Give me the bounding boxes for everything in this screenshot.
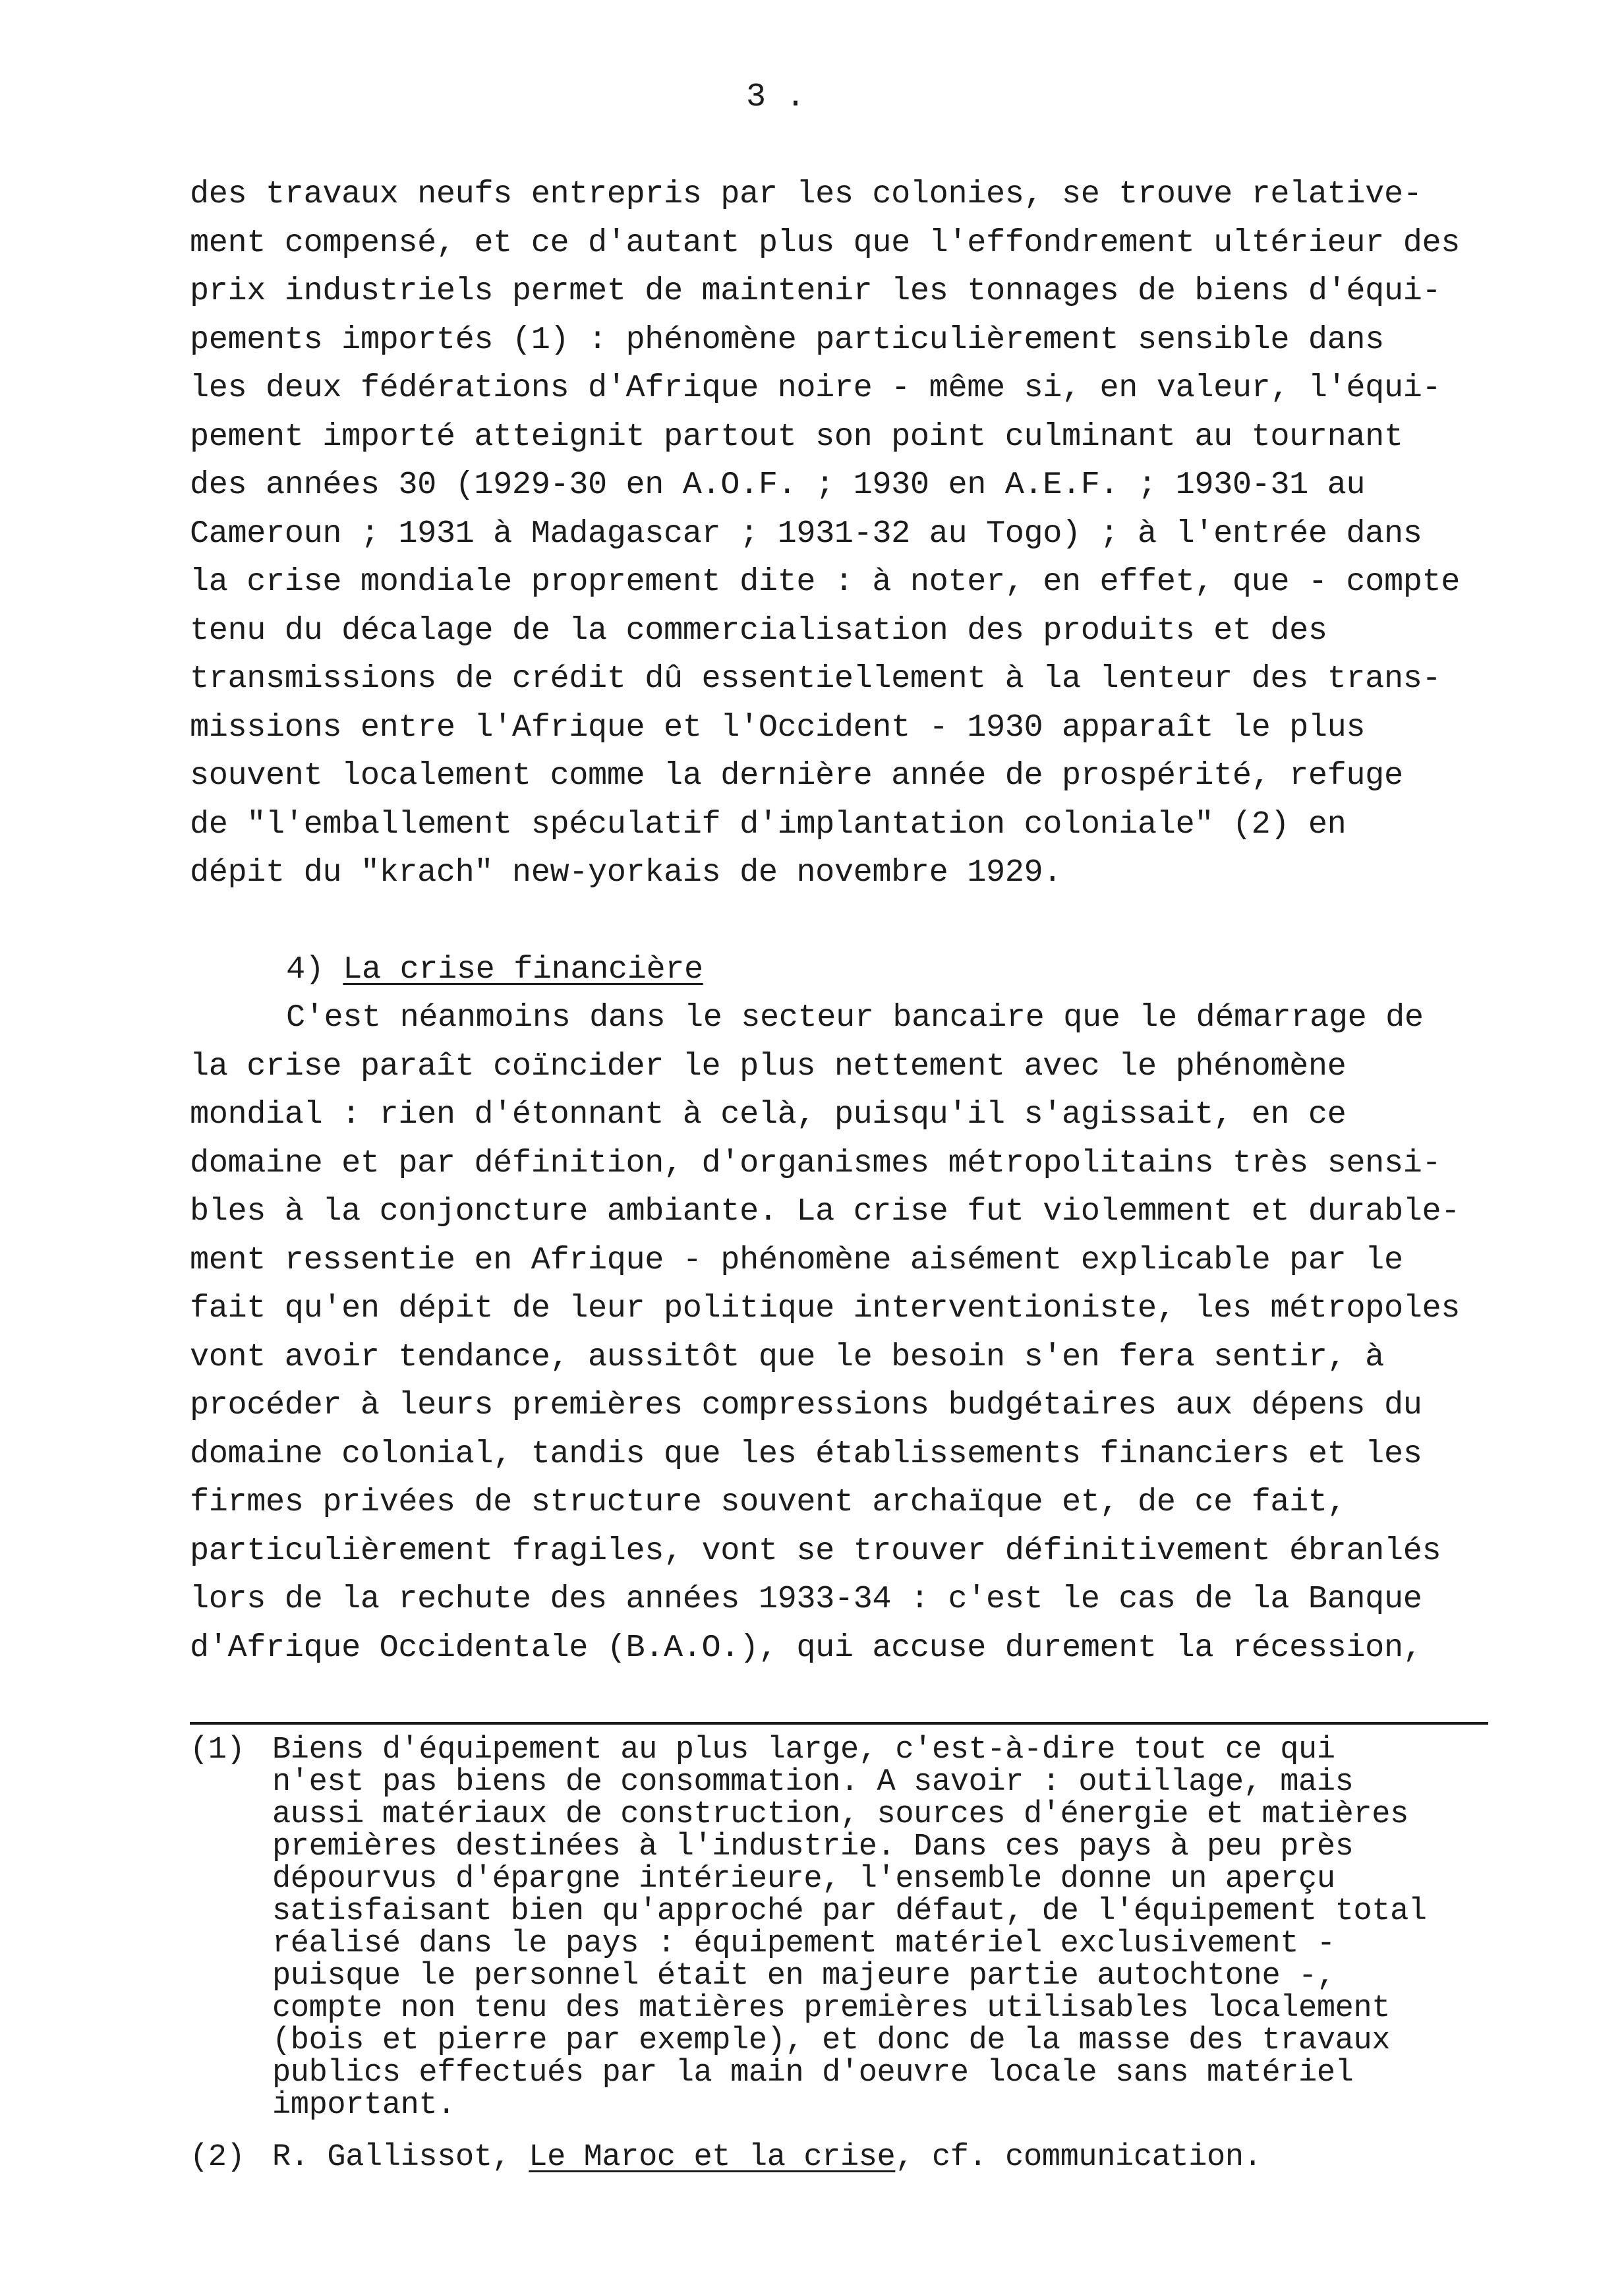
section-heading: [190, 945, 1561, 994]
footnote-line: publics effectués par la main d'oeuvre locale sans matériel: [272, 2056, 1354, 2091]
footnote-separator: [190, 1722, 1488, 1725]
footnote-line: aussi matériaux de construction, sources d'énergie et matières: [272, 1797, 1408, 1832]
text-line: pements importés (1) : phénomène particulièrement sensible dans: [190, 321, 1384, 358]
text-line: transmissions de crédit dû essentiellement à la lenteur des trans-: [190, 661, 1441, 697]
footnote-rest: , cf. communication.: [895, 2140, 1262, 2175]
text-line: particulièrement fragiles, vont se trouver définitivement ébranlés: [190, 1532, 1441, 1569]
text-line: Cameroun ; 1931 à Madagascar ; 1931-32 au Togo) ; à l'entrée dans: [190, 515, 1422, 552]
footnote-body: [190, 1734, 1561, 2122]
footnote-line: réalisé dans le pays : équipement matériel exclusivement -: [272, 1926, 1335, 1961]
section-number: 4): [286, 951, 324, 988]
footnote-line: dépourvus d'épargne intérieure, l'ensemble donne un aperçu: [272, 1862, 1335, 1897]
footnote-line: compte non tenu des matières premières utilisables localement: [272, 1991, 1391, 2026]
text-line: mondial : rien d'étonnant à celà, puisqu'il s'agissait, en ce: [190, 1096, 1347, 1133]
text-line: tenu du décalage de la commercialisation des produits et des: [190, 612, 1327, 649]
text-line: vont avoir tendance, aussitôt que le besoin s'en fera sentir, à: [190, 1338, 1384, 1375]
footnote-marker: (2): [190, 2140, 245, 2175]
footnote-line: premières destinées à l'industrie. Dans ces pays à peu près: [272, 1829, 1354, 1864]
text-line: C'est néanmoins dans le secteur bancaire que le démarrage de: [286, 999, 1424, 1036]
text-line: des travaux neufs entrepris par les colonies, se trouve relative-: [190, 176, 1422, 212]
footnote-author: R. Gallissot,: [272, 2140, 529, 2175]
footnote-line: (bois et pierre par exemple), et donc de la masse des travaux: [272, 2023, 1391, 2058]
text-line: la crise mondiale proprement dite : à noter, en effet, que - compte: [190, 564, 1460, 600]
footnote-line: Biens d'équipement au plus large, c'est-à-dire tout ce qui: [272, 1733, 1335, 1768]
paragraph-2: [190, 994, 1561, 1672]
main-text: [190, 170, 1561, 1672]
text-line: ment ressentie en Afrique - phénomène aisément explicable par le: [190, 1241, 1403, 1278]
footnote-line: n'est pas biens de consommation. A savoir : outillage, mais: [272, 1765, 1354, 1800]
paragraph-1: [190, 170, 1561, 897]
footnote-marker: (1): [190, 1733, 245, 1768]
text-line: domaine et par définition, d'organismes métropolitains très sensi-: [190, 1144, 1441, 1181]
footnote-2: [190, 2141, 1561, 2174]
text-line: dépit du "krach" new-yorkais de novembre 1929.: [190, 854, 1062, 891]
footnotes: [190, 1734, 1561, 2174]
footnote-line: important.: [272, 2088, 456, 2123]
text-line: procéder à leurs premières compressions budgétaires aux dépens du: [190, 1387, 1422, 1423]
footnote-1: [190, 1734, 1561, 2122]
footnote-cited-title: Le Maroc et la crise: [529, 2140, 896, 2175]
text-line: souvent localement comme la dernière année de prospérité, refuge: [190, 758, 1403, 794]
page-number: 3 .: [746, 78, 806, 116]
text-line: fait qu'en dépit de leur politique interventioniste, les métropoles: [190, 1290, 1460, 1326]
text-line: des années 30 (1929-30 en A.O.F. ; 1930 en A.E.F. ; 1930-31 au: [190, 467, 1366, 503]
section-title: La crise financière: [343, 951, 703, 988]
footnote-line: satisfaisant bien qu'approché par défaut, de l'équipement total: [272, 1894, 1427, 1929]
text-line: missions entre l'Afrique et l'Occident - 1930 apparaît le plus: [190, 709, 1366, 746]
text-line: firmes privées de structure souvent archaïque et, de ce fait,: [190, 1484, 1347, 1520]
text-line: domaine colonial, tandis que les établissements financiers et les: [190, 1435, 1422, 1472]
text-line: de "l'emballement spéculatif d'implantation coloniale" (2) en: [190, 806, 1347, 843]
text-line: lors de la rechute des années 1933-34 : c'est le cas de la Banque: [190, 1581, 1422, 1617]
text-line: d'Afrique Occidentale (B.A.O.), qui accuse durement la récession,: [190, 1629, 1422, 1666]
text-line: prix industriels permet de maintenir les tonnages de biens d'équi-: [190, 273, 1441, 309]
footnote-line: puisque le personnel était en majeure partie autochtone -,: [272, 1959, 1335, 1994]
text-line: les deux fédérations d'Afrique noire - même si, en valeur, l'équi-: [190, 370, 1441, 406]
text-line: pement importé atteignit partout son point culminant au tournant: [190, 418, 1403, 455]
text-line: ment compensé, et ce d'autant plus que l'effondrement ultérieur des: [190, 224, 1460, 261]
text-line: bles à la conjoncture ambiante. La crise fut violemment et durable-: [190, 1193, 1460, 1230]
footnote-body: [190, 2141, 1561, 2174]
text-line: la crise paraît coïncider le plus nettement avec le phénomène: [190, 1048, 1347, 1085]
